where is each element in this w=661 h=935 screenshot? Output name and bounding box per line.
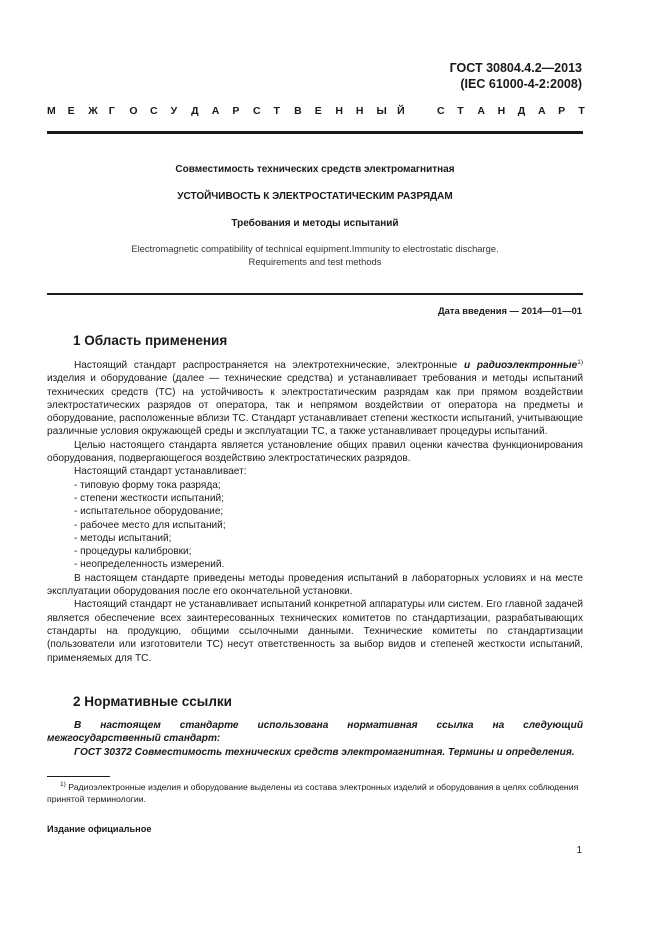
banner-letter: Р bbox=[558, 105, 566, 117]
title-requirements: Требования и методы испытаний bbox=[231, 218, 399, 229]
list-item: - методы испытаний; bbox=[74, 532, 172, 544]
section1-paragraph3: Настоящий стандарт устанавливает: bbox=[74, 466, 247, 478]
list-item: - типовую форму тока разряда; bbox=[74, 479, 221, 491]
banner-letter: Д bbox=[517, 105, 526, 117]
banner-letter: У bbox=[170, 105, 178, 117]
english-title-line2: Requirements and test methods bbox=[248, 256, 382, 267]
footnote bbox=[47, 781, 583, 805]
section2-body bbox=[47, 719, 583, 759]
list-item: - испытательное оборудование; bbox=[74, 506, 224, 518]
footnote-text: Радиоэлектронные изделия и оборудование выделены из состава электронных изделий и оборудования в целях соблюдения принятой терминологии. bbox=[47, 782, 579, 804]
banner-letter: Н bbox=[497, 105, 506, 117]
gost-code: ГОСТ 30804.4.2—2013 bbox=[449, 61, 582, 75]
title-sub: УСТОЙЧИВОСТЬ К ЭЛЕКТРОСТАТИЧЕСКИМ РАЗРЯДАМ bbox=[177, 191, 453, 202]
banner-word-standard bbox=[437, 105, 599, 117]
intro-date: Дата введения — 2014—01—01 bbox=[437, 305, 582, 316]
banner-letter: Н bbox=[335, 105, 343, 117]
list-item: - степени жесткости испытаний; bbox=[74, 492, 224, 504]
banner-letter: Т bbox=[273, 105, 280, 117]
banner-letter: С bbox=[437, 105, 445, 117]
section2-paragraph1: В настоящем стандарте использована нормативная ссылка на следующий межгосударственный стандарт: bbox=[47, 720, 583, 745]
banner-letter: Ы bbox=[376, 105, 387, 117]
footnote-marker: 1) bbox=[60, 781, 66, 788]
banner-word-interstate bbox=[47, 105, 418, 117]
p1-emphasis: и радиоэлектронные bbox=[463, 360, 578, 371]
banner-letter: О bbox=[129, 105, 138, 117]
header-rule bbox=[47, 131, 583, 134]
p1-text-b: изделия и оборудование (далее — технические средства) и устанавливает требования и методы испытаний технических средств (ТС) на устойчивость к электростатическим разрядам как при прямом воздействии электростатических разрядов от оператора, так и непрямом воздействии от оператора на предметы и оборудование, расположенные вблизи ТС. Стандарт устанавливает степени жесткости испытаний, учитывающие различные условия окружающей среды и эксплуатации ТС, а также устанавливает процедуры испытаний. bbox=[47, 373, 583, 438]
banner-letter: А bbox=[211, 105, 220, 117]
section1-heading: 1 Область применения bbox=[73, 333, 228, 348]
banner-letter: Т bbox=[457, 105, 464, 117]
banner-letter: Е bbox=[67, 105, 75, 117]
banner-letter: Е bbox=[314, 105, 322, 117]
section1-paragraph4: В настоящем стандарте приведены методы проведения испытаний в лабораторных условиях и на месте эксплуатации оборудования после его окончательной установки. bbox=[47, 572, 583, 598]
section1-paragraph5: Настоящий стандарт не устанавливает испытаний конкретной аппаратуры или систем. Его главной задачей является обеспечение всех заинтересованных технических комитетов по стандартизации, разрабатывающих стандарты на продукцию, общими ссылочными данными. Технические комитеты по стандартизации (пользователи или изготовители ТС) несут ответственность за выбор видов и степеней жесткости испытаний, применяемых для ТС. bbox=[47, 599, 583, 664]
section1-body bbox=[47, 359, 583, 665]
title-rule bbox=[47, 293, 583, 295]
title-main: Совместимость технических средств электромагнитная bbox=[175, 164, 455, 175]
page-number: 1 bbox=[576, 845, 582, 856]
standard-code bbox=[450, 60, 582, 92]
english-title-line1: Electromagnetic compatibility of technical equipment.Immunity to electrostatic discharge. bbox=[131, 243, 499, 254]
banner-letter: М bbox=[47, 105, 56, 117]
banner-letter: С bbox=[149, 105, 158, 117]
banner-letter: Р bbox=[232, 105, 240, 117]
banner-letter: Ж bbox=[88, 105, 98, 117]
footnote-ref: 1) bbox=[577, 359, 583, 366]
banner-letter: Г bbox=[108, 105, 115, 117]
banner-letter: С bbox=[252, 105, 261, 117]
list-item: - рабочее место для испытаний; bbox=[74, 519, 226, 531]
list-item: - неопределенность измерений. bbox=[74, 559, 225, 571]
banner-letter: Й bbox=[397, 105, 405, 117]
banner-letter: В bbox=[294, 105, 302, 117]
banner-letter: Н bbox=[355, 105, 364, 117]
section1-paragraph1 bbox=[47, 359, 583, 439]
iec-code: (IEC 61000-4-2:2008) bbox=[460, 77, 582, 91]
banner-letter: Д bbox=[191, 105, 199, 117]
p1-text-a: Настоящий стандарт распространяется на электротехнические, электронные bbox=[74, 360, 464, 371]
banner-letter: Т bbox=[578, 105, 585, 117]
footnote-rule bbox=[47, 776, 110, 777]
section2-paragraph2: ГОСТ 30372 Совместимость технических средств электромагнитная. Термины и определения. bbox=[74, 746, 575, 758]
section2-heading: 2 Нормативные ссылки bbox=[73, 694, 232, 709]
banner-letter: А bbox=[477, 105, 485, 117]
section1-paragraph2: Целью настоящего стандарта является установление общих правил оценки качества функционирования оборудования, подвергающегося воздействию электростатических разрядов. bbox=[47, 439, 583, 465]
publication-note: Издание официальное bbox=[47, 824, 152, 834]
banner-letter: А bbox=[537, 105, 546, 117]
list-item: - процедуры калибровки; bbox=[74, 546, 192, 558]
english-title bbox=[47, 242, 583, 268]
